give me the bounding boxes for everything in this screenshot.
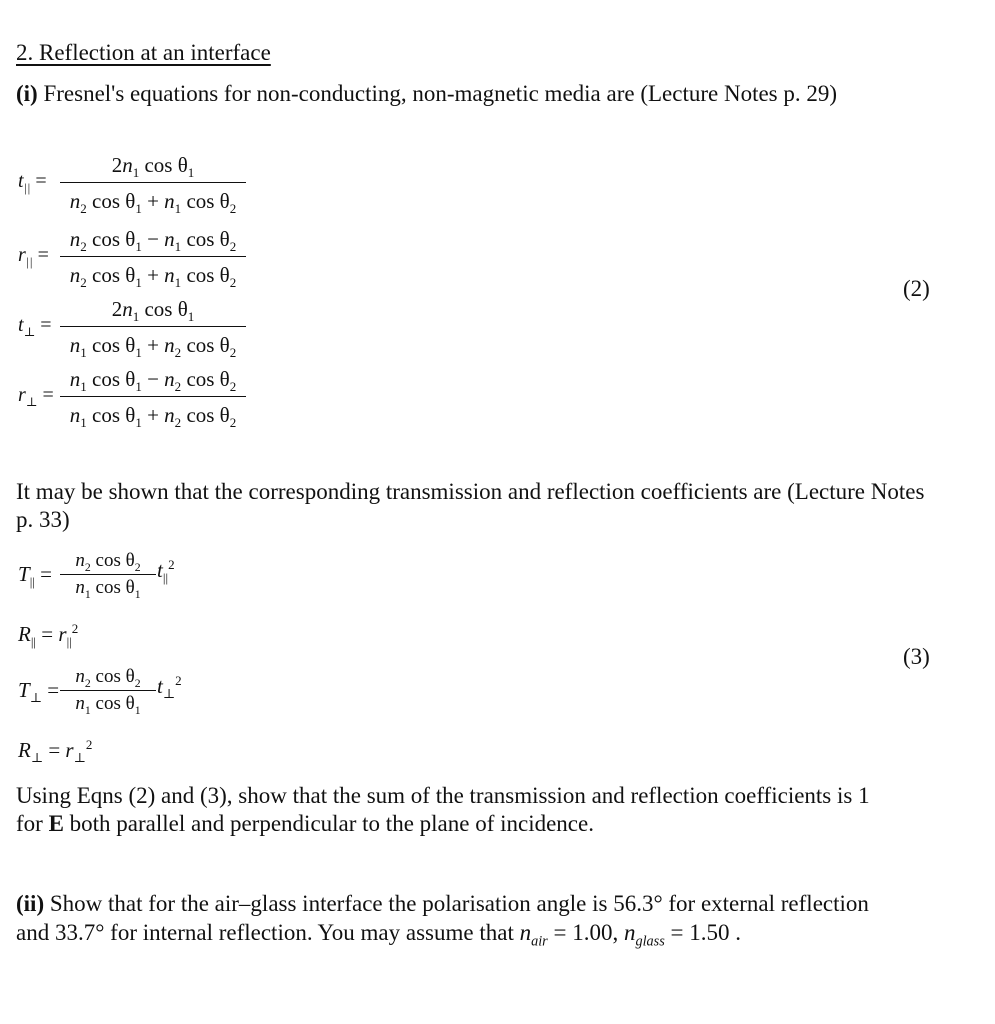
t-perp-numerator: $2n_1$ $\cos \theta_1$: [111, 297, 195, 325]
r-perp-fraction: [60, 364, 246, 430]
section-title: 2. Reflection at an interface: [16, 40, 271, 65]
T-par-lhs: $T_{||}$ =: [18, 562, 52, 590]
R-perp-expression: $R_\perp = r_\perp^2$: [18, 737, 93, 766]
t-par-numerator: $2n_1$ $\cos \theta_1$: [111, 153, 195, 181]
T-par-fraction: [60, 548, 156, 601]
t-perp-lhs: $t_\perp$ =: [18, 314, 52, 339]
show-sum-line-1: Using Eqns (2) and (3), show that the sum of the transmission and reflection coefficients is 1: [16, 783, 870, 808]
t-par-denominator: $n_2$ $\cos \theta_1 + n_1$ $\cos \theta_2$: [69, 189, 237, 217]
r-perp-lhs: $r_\perp$ =: [18, 384, 54, 409]
T-perp-numerator: $n_2$ $\cos \theta_2$: [75, 666, 141, 690]
r-par-lhs: $r_{||}$ =: [18, 244, 49, 269]
R-par-expression: $R_{||} = r_{||}^2$: [18, 621, 79, 650]
t-par-fraction: [60, 150, 246, 216]
equation-number-2: (2): [903, 276, 930, 301]
r-perp-numerator: $n_1$ $\cos \theta_1 - n_2$ $\cos \theta_2$: [69, 367, 237, 395]
T-perp-denominator: $n_1$ $\cos \theta_1$: [75, 693, 141, 717]
r-par-numerator: $n_2$ $\cos \theta_1 - n_1$ $\cos \theta_2$: [69, 227, 237, 255]
vector-E: E: [48, 811, 64, 836]
part-ii-line-2: and 33.7° for internal reflection. You may assume that $n_{air} = 1.00$, $n_{glass} = 1.50$ .: [16, 920, 742, 950]
T-par-factor: $t_{||}^2$: [157, 557, 175, 586]
T-perp-factor: $t_\perp^2$: [157, 673, 182, 702]
t-perp-denominator: $n_1$ $\cos \theta_1 + n_2$ $\cos \theta_2$: [69, 333, 237, 361]
part-i-text: Fresnel's equations for non-conducting, non-magnetic media are (Lecture Notes p. 29): [37, 81, 838, 106]
T-par-denominator: $n_1$ $\cos \theta_1$: [75, 577, 141, 601]
part-i-intro: [16, 80, 837, 108]
coefficients-intro: It may be shown that the corresponding transmission and reflection coefficients are (Lecture Notes p. 33): [16, 479, 925, 532]
T-perp-fraction: [60, 664, 156, 717]
n-air-value: = 1.00,: [547, 920, 624, 945]
t-perp-fraction: [60, 294, 246, 360]
part-ii-label: (ii): [16, 891, 45, 916]
r-par-denominator: $n_2$ $\cos \theta_1 + n_1$ $\cos \theta_2$: [69, 263, 237, 291]
part-ii-line-1: (ii) Show that for the air–glass interface the polarisation angle is 56.3° for external reflection: [16, 891, 869, 916]
t-par-lhs: $t_{||}$ =: [18, 170, 47, 195]
r-perp-denominator: $n_1$ $\cos \theta_1 + n_2$ $\cos \theta_2$: [69, 403, 237, 431]
show-sum-line-2: for E both parallel and perpendicular to the plane of incidence.: [16, 811, 594, 836]
part-i-label: (i): [16, 81, 38, 106]
equation-number-3: (3): [903, 644, 930, 669]
T-par-numerator: $n_2$ $\cos \theta_2$: [75, 550, 141, 574]
T-perp-lhs: $T_\perp$ =: [18, 678, 60, 706]
r-par-fraction: [60, 224, 246, 290]
n-glass-value: = 1.50 .: [664, 920, 742, 945]
